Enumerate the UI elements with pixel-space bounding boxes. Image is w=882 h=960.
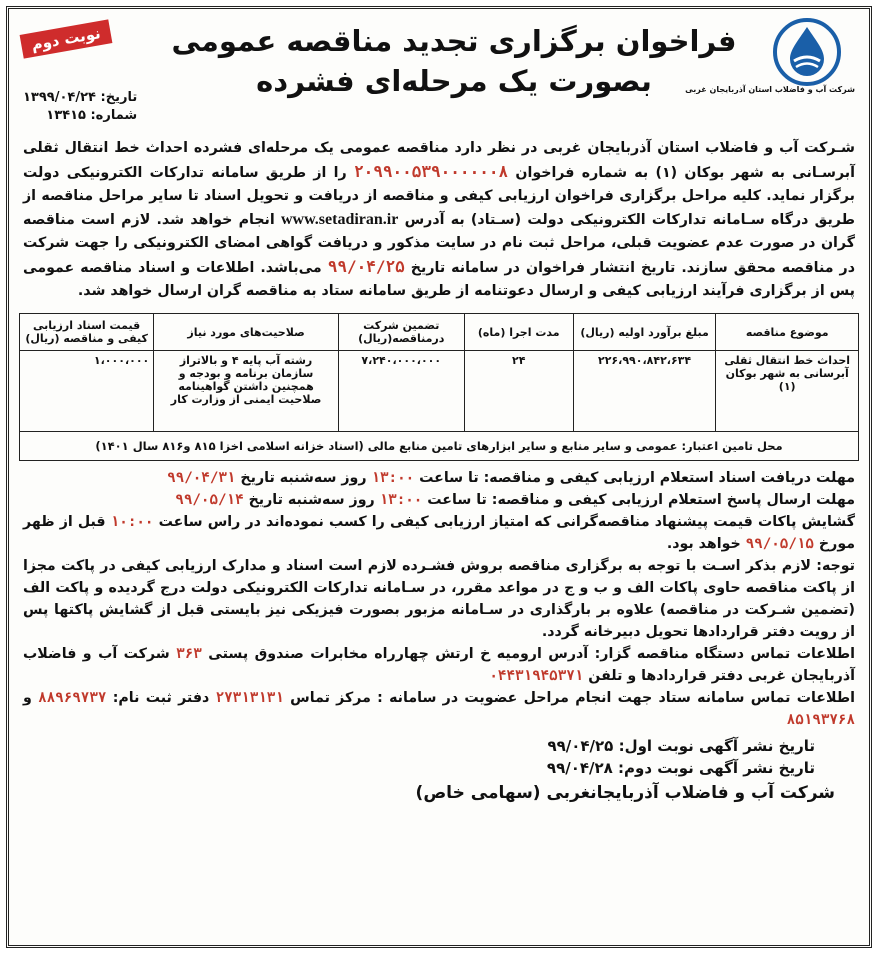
pub1-date: ۹۹/۰۴/۲۵ [547, 737, 614, 755]
pub2-label: تاریخ نشر آگهی نوبت دوم: [612, 759, 815, 777]
cell-guarantee: ۷،۲۴۰،۰۰۰،۰۰۰ [338, 351, 464, 432]
col-qualifications: صلاحیت‌های مورد نیاز [154, 314, 339, 351]
contact-and: و [23, 690, 39, 706]
note-paragraph: توجه: لازم بذکر اسـت با توجه به برگزاری مناقصه بروش فشـرده لازم است اسناد و مدارک ارزیابی کیفی در پاکت مجزا از پاکت مناقصه حاوی پاکات الف و ب و ج در مواعد مقرر، در سـامانه تدارکات الکترونیکی دولت درج گردیده و پاکت الف (تضمین شـرکت در مناقصه) علاوه بر بارگذاری در سـامانه مزبور بصورت فیزیکی نیز بایستی قبل از گشایش پاکتها پس از رویت دفتر قراردادها تحویل دبیرخانه گردد. [23, 558, 855, 640]
deadline-receive [23, 467, 855, 489]
publication-first [23, 735, 815, 757]
funding-row [20, 432, 859, 461]
intro-text-3: انجام خواهد شد. لازم است مناقصه گران در صورت عدم عضویت قبلی، مراحل ثبت نام در سایت مذکور و دریافت گواهی امضای الکترونیکی را جهت شرکت در مناقصه محقق سازند. تاریخ انتشار فراخوان در سامانه تاریخ [23, 212, 855, 276]
title-line-1: فراخوان برگزاری تجدید مناقصه عمومی [171, 24, 737, 58]
table-header-row [20, 314, 859, 351]
cell-qualifications: رشته آب پایه ۴ و بالاتراز سازمان برنامه و بودجه و همچنین داشتن گواهینامه صلاحیت ایمنی از وزارت کار [154, 351, 339, 432]
round-stamp: نوبت دوم [20, 19, 113, 58]
cell-duration: ۲۴ [464, 351, 573, 432]
pub1-label: تاریخ نشر آگهی نوبت اول: [613, 737, 815, 755]
notice-meta [23, 89, 137, 125]
contact-org [23, 643, 855, 687]
publish-date: ۹۹/۰۴/۲۵ [327, 257, 405, 276]
intro-text-2: را از طریق سامانه تدارکات الکترونیکی دولت برگزار نماید. کلیه مراحل برگزاری فراخوان ارزیابی کیفی و مناقصه از دریافت و تحویل اسناد تا سایر مراحل مناقصه از طریق درگاه سـامانه تدارکات الکترونیکی دولت (سـتاد) به آدرس [23, 165, 855, 228]
notice-number: شماره: ۱۳۴۱۵ [46, 108, 138, 123]
opening-time: ۱۰:۰۰ [110, 514, 154, 530]
cell-subject: احداث خط انتقال ثقلی آبرسانی به شهر بوکان (۱) [716, 351, 859, 432]
opening-end: خواهد بود. [666, 536, 746, 552]
notice-title [159, 21, 749, 101]
water-drop-logo-icon [772, 17, 842, 87]
call-center-number: ۲۷۳۱۳۱۳۱ [215, 690, 284, 706]
opening-date: ۹۹/۰۵/۱۵ [745, 536, 814, 552]
deadline-submit-mid: روز سه‌شنبه تاریخ [243, 492, 380, 508]
tender-number: ۲۰۹۹۰۰۵۳۹۰۰۰۰۰۰۸ [353, 162, 509, 181]
company-logo [685, 17, 855, 113]
reg-office-number-1: ۸۸۹۶۹۷۳۷ [38, 690, 107, 706]
col-guarantee: تضمین شرکت درمناقصه(ریال) [338, 314, 464, 351]
contact-setad [23, 687, 855, 731]
title-line-2: بصورت یک مرحله‌ای فشرده [256, 64, 652, 98]
po-box: ۳۶۳ [176, 646, 202, 662]
deadline-submit [23, 489, 855, 511]
contact-setad-text: اطلاعات تماس سامانه ستاد جهت انجام مراحل عضویت در سامانه : مرکز تماس [283, 690, 855, 706]
funding-source: محل تامین اعتبار: عمومی و سایر منابع و سایر ابزارهای تامین منابع مالی (اسناد خزانه اسلامی اخزا ۸۱۵ و۸۱۶ سال ۱۴۰۱) [20, 432, 859, 461]
cell-estimate: ۲۲۶،۹۹۰،۸۴۲،۶۳۴ [573, 351, 716, 432]
footer [9, 731, 869, 803]
setad-url-link[interactable]: www.setadiran.ir [281, 211, 399, 228]
table-row [20, 351, 859, 432]
deadline-submit-date: ۹۹/۰۵/۱۴ [175, 492, 244, 508]
contact-org-text: اطلاعات تماس دستگاه مناقصه گزار: آدرس ارومیه خ ارتش چهارراه مخابرات صندوق پستی [201, 646, 855, 662]
contact-org-mid: شرکت آب و فاضلاب آذربایجان غربی دفتر قراردادها و تلفن [23, 646, 855, 684]
intro-text-4: می‌باشد. اطلاعات و اسناد مناقصه عمومی پس از برگزاری فرآیند ارزیابی کیفی و ارسال دعوتنامه از طریق سامانه ستاد به مناقصه گران ارسال خواهد شد. [23, 260, 855, 299]
publication-dates [23, 735, 855, 779]
contact-phone: ۰۴۴۳۱۹۴۵۳۷۱ [489, 668, 584, 684]
notice-date: تاریخ: ۱۳۹۹/۰۴/۲۴ [23, 90, 138, 105]
opening-text: گشایش پاکات قیمت پیشنهاد مناقصه‌گرانی که امتیاز ارزیابی کیفی را کسب نموده‌اند در راس ساعت [153, 514, 855, 530]
deadline-submit-time: ۱۳:۰۰ [379, 492, 423, 508]
tender-notice [6, 6, 872, 948]
reg-office-number-2: ۸۵۱۹۳۷۶۸ [786, 712, 855, 728]
col-doc-price: قیمت اسناد ارزیابی کیفی و مناقصه (ریال) [20, 314, 154, 351]
deadline-submit-text: مهلت ارسال پاسخ استعلام ارزیابی کیفی و مناقصه: تا ساعت [422, 492, 855, 508]
logo-caption: شرکت آب و فاضلاب استان آذربایجان غربی [685, 85, 855, 94]
opening-info [23, 511, 855, 555]
col-duration: مدت اجرا (ماه) [464, 314, 573, 351]
company-signature: شرکت آب و فاضلاب آذربایجانغربی (سهامی خاص) [415, 783, 835, 803]
tender-table [19, 313, 859, 461]
contact-setad-mid: دفتر ثبت نام: [106, 690, 216, 706]
deadline-receive-time: ۱۳:۰۰ [371, 470, 415, 486]
deadline-receive-mid: روز سه‌شنبه تاریخ [235, 470, 372, 486]
intro-text-1: شـرکت آب و فاضلاب استان آذربایجان غربی در نظر دارد مناقصه عمومی یک مرحله‌ای فشرده احداث خط انتقال ثقلی آبرسـانی به شهر بوکان (۱) به شماره فراخوان [23, 140, 855, 181]
deadline-receive-text: مهلت دریافت اسناد استعلام ارزیابی کیفی و مناقصه: تا ساعت [414, 470, 855, 486]
cell-doc-price: ۱،۰۰۰،۰۰۰ [20, 351, 154, 432]
opening-mid: قبل از ظهر مورخ [23, 514, 855, 552]
col-subject: موضوع مناقصه [716, 314, 859, 351]
pub2-date: ۹۹/۰۴/۲۸ [546, 759, 613, 777]
deadline-receive-date: ۹۹/۰۴/۳۱ [167, 470, 236, 486]
deadlines-section [9, 461, 869, 731]
intro-paragraph [9, 137, 869, 303]
col-estimate: مبلغ برآورد اولیه (ریال) [573, 314, 716, 351]
publication-second [23, 757, 815, 779]
header [9, 9, 869, 133]
